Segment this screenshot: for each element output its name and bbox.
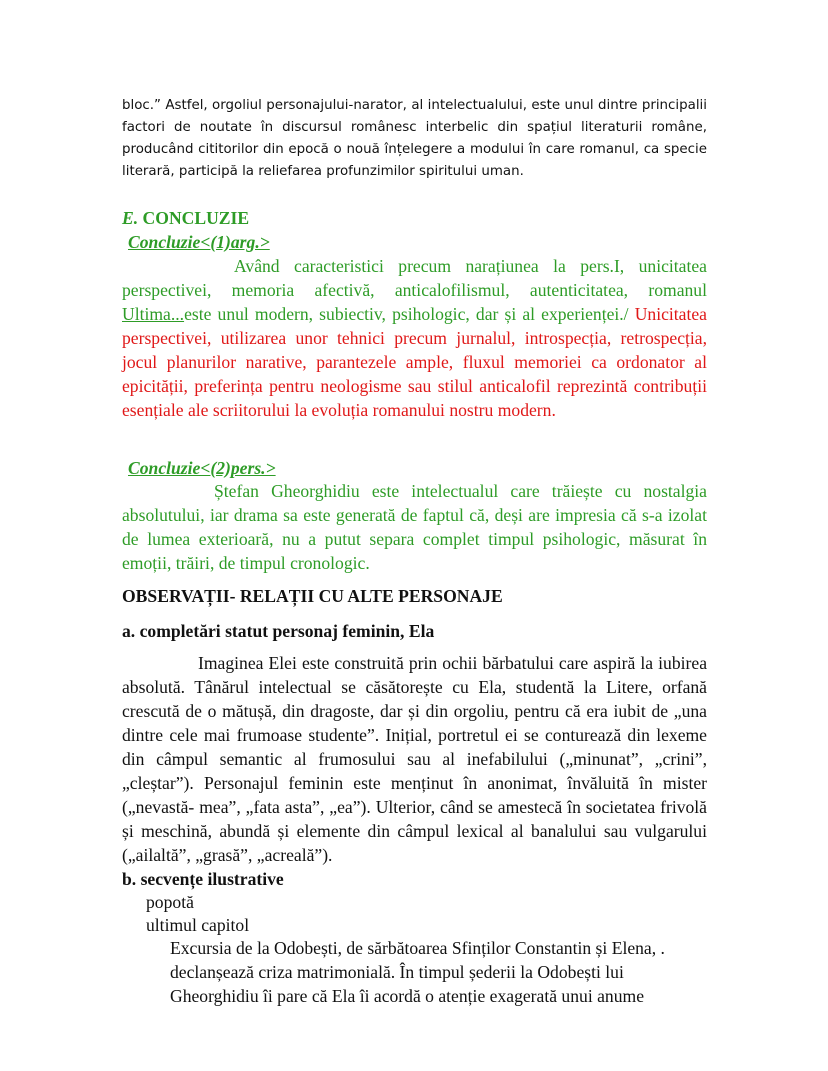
conclusion-letter: E.	[122, 208, 139, 228]
observations-heading: OBSERVAȚII- RELAȚII CU ALTE PERSONAJE	[122, 586, 503, 606]
paragraph-a: Imaginea Elei este construită prin ochii bărbatului care aspiră la iubirea absolută. Tânărul intelectual se căsătorește cu Ela, studentă la Litere, orfană crescută de o mătușă, din dragoste, dar și din orgoliu, pentru că era iubit de „una dintre cele mai frumoase studente”. Inițial, portretul ei se conturează din lexeme din câmpul semantic al frumosului sau al inefabilului („minunat”, „crini”, „cleștar”). Personajul feminin este menținut în anonimat, învăluită în mister („nevastă- mea”, „fata asta”, „ea”). Ulterior, când se amestecă în societatea frivolă și meschină, abundă și elemente din câmpul lexical al banalului sau vulgarului („ailaltă”, „grasă”, „acreală”).	[122, 653, 707, 865]
conclusion-arg-paragraph	[122, 254, 707, 422]
list-item-popota: popotă	[146, 892, 194, 912]
subheading-a: a. completări statut personaj feminin, Ela	[122, 621, 435, 641]
novel-title-link[interactable]: Ultima...	[122, 304, 185, 324]
intro-paragraph: bloc.” Astfel, orgoliul personajului-narator, al intelectualului, este unul dintre principalii factori de noutate în discursul românesc interbelic din spațiul literaturii române, producând cititorilor din epocă o nouă înțelegere a modului în care romanul, ca specie literară, participă la reliefarea profunzimilor spiritului uman.	[122, 98, 707, 179]
subheading-b: b. secvențe ilustrative	[122, 869, 284, 889]
conclusion-pers-paragraph: Ștefan Gheorghidiu este intelectualul care trăiește cu nostalgia absolutului, iar drama sa este generată de faptul că, deși are impresia că s-a izolat de lumea exterioară, nu a putut separa complet timpul psihologic, măsurat în emoții, trăiri, de timpul cronologic.	[122, 481, 707, 573]
list-item-ultimul-capitol: ultimul capitol	[146, 915, 250, 935]
conclusion-arg-green-before: Având caracteristici precum narațiunea la pers.I, unicitatea perspectivei, memoria afectivă, anticalofilismul, autenticitatea, romanul	[122, 256, 707, 300]
conclusion-pers-label: Concluzie<(2)pers.>	[128, 458, 276, 478]
conclusion-arg-red: Unicitatea perspectivei, utilizarea unor tehnici precum jurnalul, introspecția, retrospecția, jocul planurilor narative, parantezele ample, fluxul memoriei ca ordonator al epicității, preferința pentru neologisme sau stilul anticalofil reprezintă contribuții esențiale ale scriitorului la evoluția romanului nostru modern.	[122, 304, 707, 420]
conclusion-title: CONCLUZIE	[142, 208, 250, 228]
conclusion-arg-green-after: este unul modern, subiectiv, psihologic, dar și al experienței./	[184, 304, 629, 324]
conclusion-heading	[122, 206, 707, 230]
conclusion-arg-label: Concluzie<(1)arg.>	[128, 232, 270, 252]
paragraph-b: Excursia de la Odobești, de sărbătoarea Sfinților Constantin și Elena, . declanșează criza matrimonială. În timpul șederii la Odobești lui Gheorghidiu îi pare că Ela îi acordă o atenție exagerată unui anume	[170, 938, 665, 1006]
